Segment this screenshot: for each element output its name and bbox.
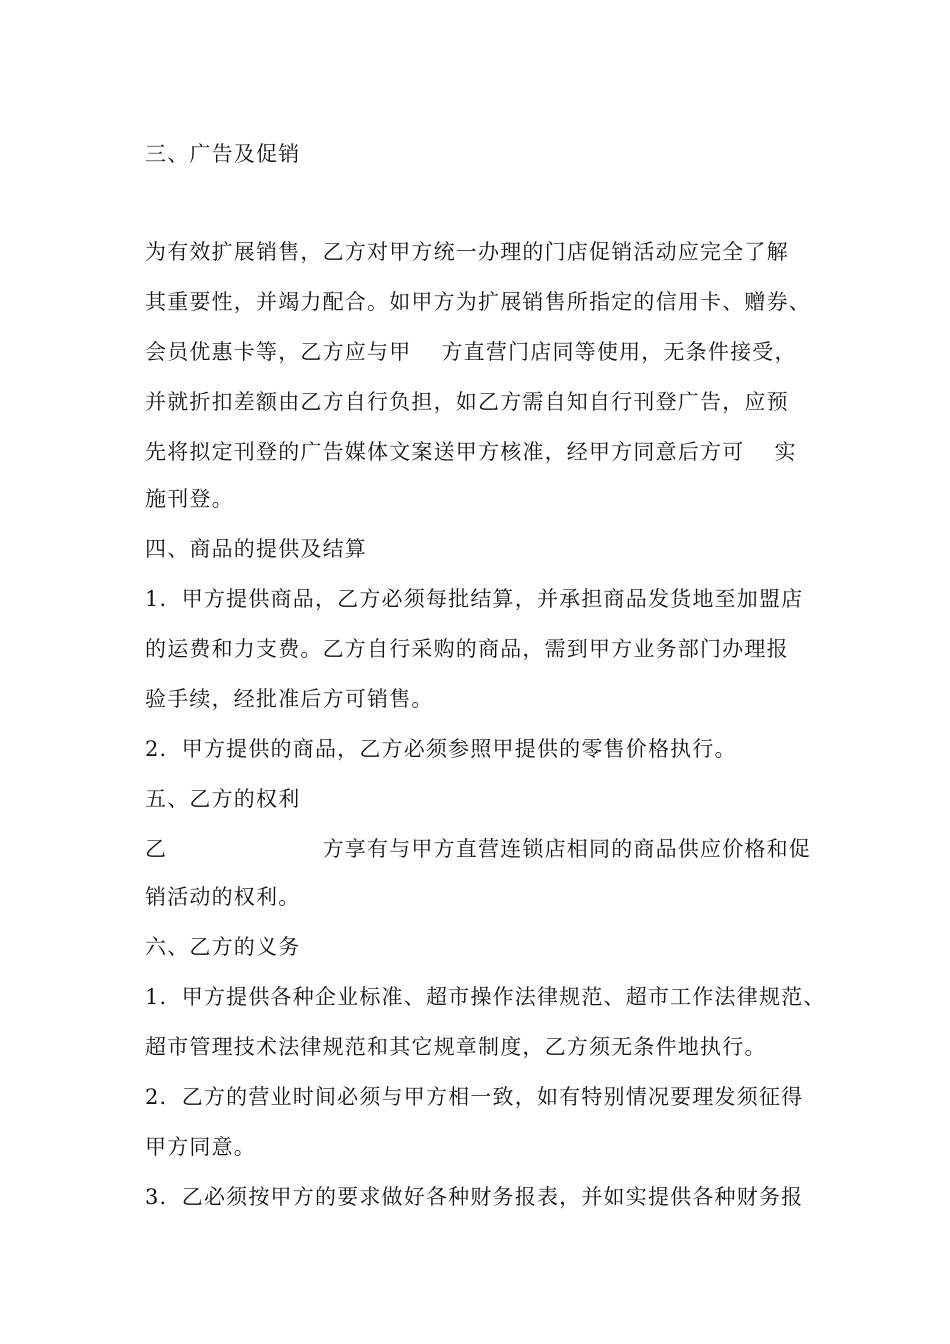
paragraph-line: 其重要性，并竭力配合。如甲方为扩展销售所指定的信用卡、赠券、 [145, 290, 811, 314]
paragraph-line: 为有效扩展销售，乙方对甲方统一办理的门店促销活动应完全了解 [145, 240, 789, 264]
section-heading-rights: 五、乙方的权利 [145, 787, 301, 811]
paragraph-line: 1．甲方提供商品，乙方必须每批结算，并承担商品发货地至加盟店 [145, 587, 804, 611]
paragraph-line: 甲方同意。 [145, 1135, 256, 1159]
section-heading-advertising: 三、广告及促销 [145, 142, 301, 166]
paragraph-line: 超市管理技术法律规范和其它规章制度，乙方须无条件地执行。 [145, 1035, 767, 1059]
paragraph-line: 先将拟定刊登的广告媒体文案送甲方核准，经甲方同意后方可 实 [145, 440, 797, 464]
paragraph-line: 乙 方享有与甲方直营连锁店相同的商品供应价格和促 [145, 837, 811, 861]
paragraph-line: 验手续，经批准后方可销售。 [145, 687, 434, 711]
paragraph-line: 1．甲方提供各种企业标准、超市操作法律规范、超市工作法律规范、 [145, 985, 826, 1009]
paragraph-line: 会员优惠卡等，乙方应与甲 方直营门店同等使用，无条件接受， [145, 340, 797, 364]
paragraph-line: 销活动的权利。 [145, 885, 301, 909]
paragraph-line: 3．乙必须按甲方的要求做好各种财务报表，并如实提供各种财务报 [145, 1185, 804, 1209]
section-heading-obligations: 六、乙方的义务 [145, 935, 301, 959]
paragraph-line: 施刊登。 [145, 487, 234, 511]
section-heading-goods: 四、商品的提供及结算 [145, 537, 367, 561]
paragraph-line: 2．甲方提供的商品，乙方必须参照甲提供的零售价格执行。 [145, 737, 737, 761]
paragraph-line: 2．乙方的营业时间必须与甲方相一致，如有特别情况要理发须征得 [145, 1085, 804, 1109]
paragraph-line: 并就折扣差额由乙方自行负担，如乙方需自知自行刊登广告，应预 [145, 390, 789, 414]
paragraph-line: 的运费和力支费。乙方自行采购的商品，需到甲方业务部门办理报 [145, 637, 789, 661]
